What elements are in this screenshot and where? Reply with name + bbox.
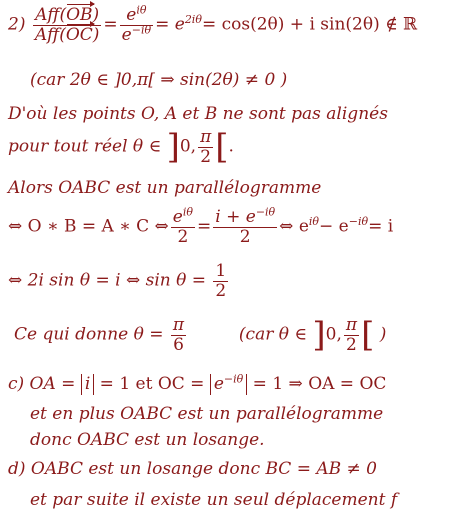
abs-exp: $e^{-i\theta}$ (210, 374, 247, 395)
line-2-justification: (car 2θ ∈ ]0,π[ ⇒ sin(2θ) ≠ 0 ) (30, 70, 288, 90)
midpoint-fraction-right: $\frac{i + e^{-i\theta}}{2}$ (215, 205, 276, 247)
vector-ob: OB (66, 5, 93, 25)
line-9-modulus: c) OA = i = 1 et OC = $e^{-i\theta} = 1$ ⇒ OA = OC (8, 372, 387, 394)
line-12-rhombus-bc: d) OABC est un losange donc BC = AB ≠ 0 (8, 459, 377, 479)
line-6-midpoints: ⇔ O ∗ B = A ∗ C ⇔ $\frac{e^{i\theta}}{2}$ = $\frac{i + e^{-i\theta}}{2}$ ⇔ $e^{i\theta}- e^{-i\theta}= i$ (8, 205, 394, 247)
line-3-not-aligned: D'où les points O, A et B ne sont pas alignés (8, 104, 388, 124)
line-10-parallelogram: et en plus OABC est un parallélogramme (30, 404, 384, 424)
line-11-rhombus: donc OABC est un losange. (30, 430, 265, 450)
cos-sin-expression: = cos(2θ) + i sin(2θ) ∉ ℝ (201, 14, 418, 35)
vector-oc: OC (65, 24, 93, 45)
line-7-sine: ⇔ 2i sin θ = i ⇔ sin θ = $\frac{1}{2}$ (8, 261, 227, 301)
exp-fraction: $\frac{e^{i\theta}}{e^{-i\theta}}$ (121, 3, 152, 45)
ratio-affix-fraction: $\frac{\text{Aff(OB)}}{\text{Aff(OC)}}$ (34, 5, 100, 45)
midpoint-fraction-left: $\frac{e^{i\theta}}{2}$ (172, 205, 193, 247)
abs-i: i (81, 374, 94, 395)
line-13-displacement: et par suite il existe un seul déplacement f (30, 490, 398, 510)
line-4-for-all-theta: pour tout réel θ ∈ ]0, $\frac{\pi}{2}$ [. (8, 127, 234, 168)
line-5-parallelogram: Alors OABC est un parallélogramme (8, 178, 322, 198)
line-1-ratio: 2) $\frac{\text{Aff(OB)}}{\text{Aff(OC)}}$ = $\frac{e^{i\theta}}{e^{-i\theta}}$ = $e^{2i\theta}= \cos(2\theta) + i$ sin(2θ) ∉ ℝ (8, 3, 418, 45)
item-number-2: 2) (8, 14, 26, 35)
line-8-theta-value: Ce qui donne θ = $\frac{\pi}{6}$ (car θ ∈ ]0, $\frac{\pi}{2}$ [ ) (14, 315, 387, 356)
